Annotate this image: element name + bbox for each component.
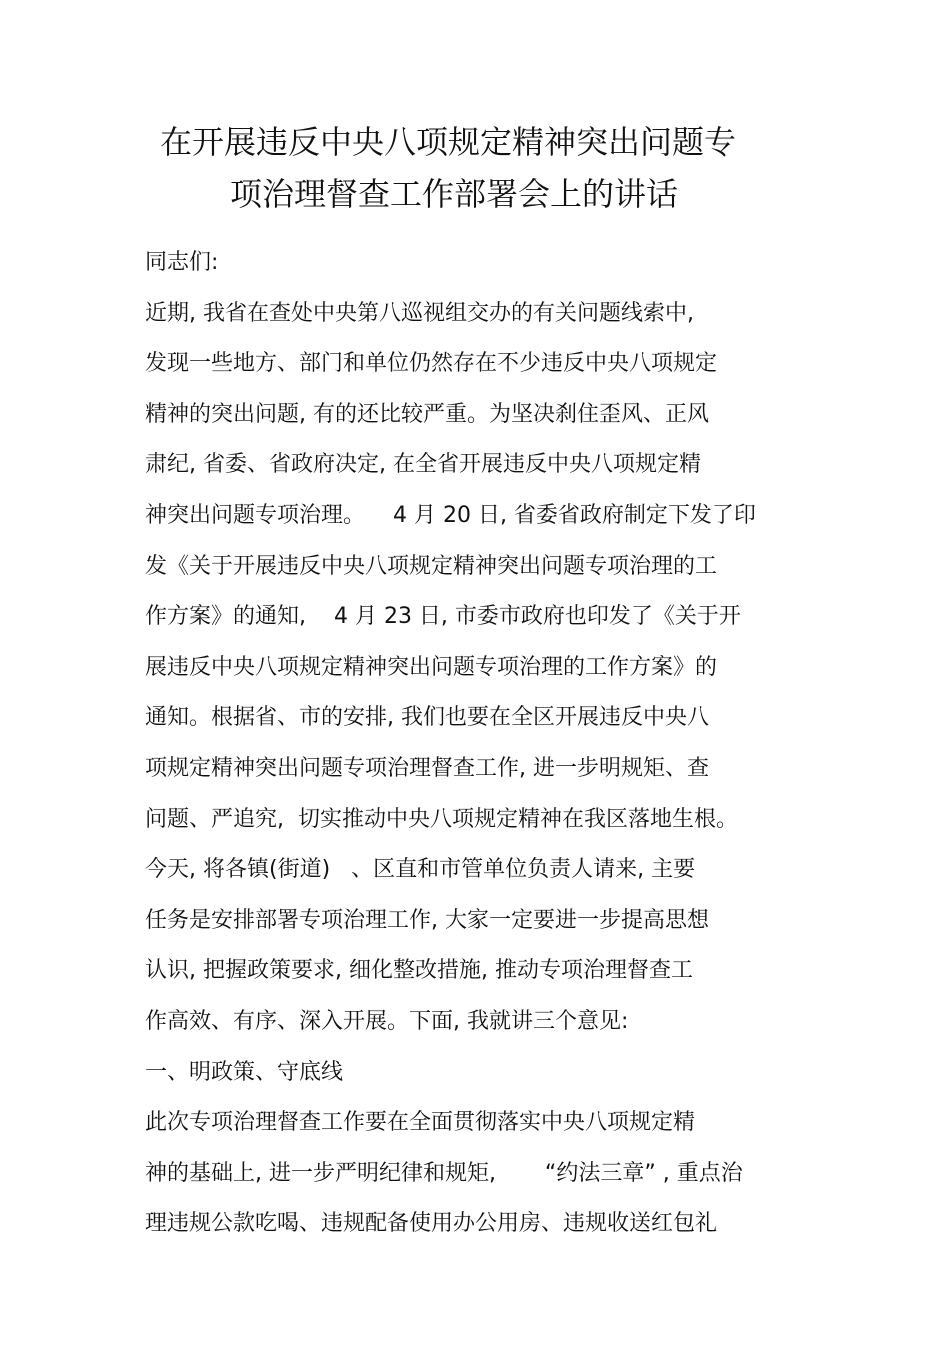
body-line: 项规定精神突出问题专项治理督查工作, 进一步明规矩、查 <box>145 755 709 781</box>
body-line: 作高效、有序、深入开展。下面, 我就讲三个意见: <box>145 1008 629 1034</box>
body-line: 展违反中央八项规定精神突出问题专项治理的工作方案》的 <box>145 654 718 680</box>
body-line: 此次专项治理督查工作要在全面贯彻落实中央八项规定精 <box>145 1110 696 1136</box>
body-line: 任务是安排部署专项治理工作, 大家一定要进一步提高思想 <box>145 907 709 933</box>
title-line-2: 项治理督查工作部署会上的讲话 <box>230 175 679 213</box>
body-line: 问题、严追究, 切实推动中央八项规定精神在我区落地生根。 <box>145 806 738 832</box>
body-line: 作方案》的通知, 4 月 23 日, 市委市政府也印发了《关于开 <box>145 604 741 630</box>
body-line: 神的基础上, 进一步严明纪律和规矩, “约法三章” , 重点治 <box>145 1160 743 1186</box>
body-line: 认识, 把握政策要求, 细化整改措施, 推动专项治理督查工 <box>145 958 693 984</box>
body-line: 近期, 我省在查处中央第八巡视组交办的有关问题线索中, <box>145 300 694 326</box>
document-body <box>145 238 905 1250</box>
body-line: 发现一些地方、部门和单位仍然存在不少违反中央八项规定 <box>145 351 718 377</box>
salutation: 同志们: <box>145 250 219 275</box>
body-line: 通知。根据省、市的安排, 我们也要在全区开展违反中央八 <box>145 705 709 731</box>
body-line: 肃纪, 省委、省政府决定, 在全省开展违反中央八项规定精 <box>145 452 701 478</box>
section-heading: 一、明政策、守底线 <box>145 1059 344 1085</box>
body-line: 发《关于开展违反中央八项规定精神突出问题专项治理的工 <box>145 553 718 579</box>
title-line-1: 在开展违反中央八项规定精神突出问题专 <box>160 123 737 161</box>
body-line: 神突出问题专项治理。 4 月 20 日, 省委省政府制定下发了印 <box>145 502 756 528</box>
body-line: 理违规公款吃喝、违规配备使用办公用房、违规收送红包礼 <box>145 1211 718 1237</box>
body-line: 精神的突出问题, 有的还比较严重。为坚决刹住歪风、正风 <box>145 401 709 427</box>
body-line: 今天, 将各镇(街道) 、区直和市管单位负责人请来, 主要 <box>145 857 696 883</box>
